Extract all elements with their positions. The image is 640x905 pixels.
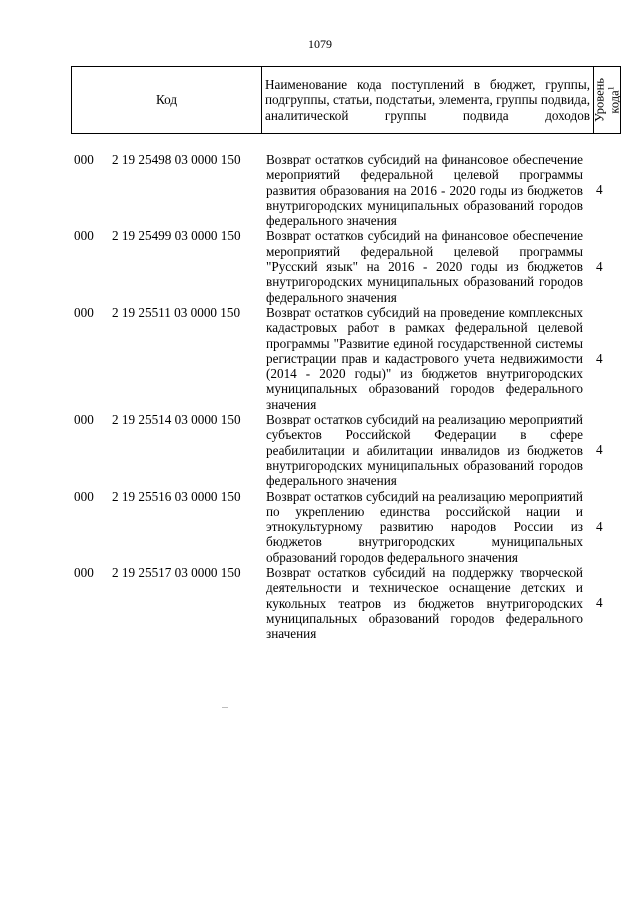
row-budget-code: 2 19 25499 03 0000 150 bbox=[112, 228, 241, 244]
row-name: Возврат остатков субсидий на реализацию мероприятий субъектов Российской Федерации в сфере реабилитации и абилитации инвалидов из бюджетов внутригородских муниципальных образований городов федерального значения bbox=[266, 412, 583, 489]
row-level: 4 bbox=[596, 518, 603, 534]
row-budget-code: 2 19 25514 03 0000 150 bbox=[112, 412, 241, 428]
table-row bbox=[0, 489, 640, 565]
row-gov-code: 000 bbox=[74, 304, 94, 320]
header-level-rotated bbox=[593, 78, 620, 122]
table-row bbox=[0, 228, 640, 304]
table-row bbox=[0, 305, 640, 412]
header-name-last: доходов bbox=[545, 107, 591, 123]
row-budget-code: 2 19 25516 03 0000 150 bbox=[112, 488, 241, 504]
row-gov-code: 000 bbox=[74, 412, 94, 428]
header-level-line1: Уровень bbox=[592, 77, 607, 123]
header-level-footnote: 1 bbox=[606, 86, 616, 91]
header-name-text: Наименование кода поступлений в бюджет, группы, подгруппы, статьи, подстатьи, элемента, группы подвида, аналитической группы подвида bbox=[265, 76, 590, 123]
header-level-line2: кода bbox=[607, 90, 622, 114]
row-level: 4 bbox=[596, 182, 603, 198]
row-name: Возврат остатков субсидий на финансовое обеспечение мероприятий федеральной целевой программы "Русский язык" на 2016 - 2020 годы из бюджетов внутригородских муниципальных образований городов федерального значения bbox=[266, 228, 583, 305]
row-gov-code: 000 bbox=[74, 565, 94, 581]
header-name bbox=[262, 67, 594, 134]
header-code: Код bbox=[72, 67, 262, 134]
scan-speck bbox=[222, 707, 228, 708]
row-gov-code: 000 bbox=[74, 152, 94, 167]
row-level: 4 bbox=[596, 350, 603, 366]
row-budget-code: 2 19 25517 03 0000 150 bbox=[112, 565, 241, 581]
row-name: Возврат остатков субсидий на проведение комплексных кадастровых работ в рамках федеральной целевой программы "Развитие единой государственной системы регистрации прав и кадастрового учета недвижимости (2014 - 2020 годы)" из бюджетов внутригородских муниципальных образований городов федерального значения bbox=[266, 304, 583, 412]
table-row bbox=[0, 152, 640, 228]
row-name: Возврат остатков субсидий на реализацию мероприятий по укреплению единства российской нации и этнокультурному развитию народов России из бюджетов внутригородских муниципальных образований городов федерального значения bbox=[266, 488, 583, 565]
page-number: 1079 bbox=[308, 37, 332, 51]
table-header bbox=[71, 66, 621, 134]
row-name: Возврат остатков субсидий на финансовое обеспечение мероприятий федеральной целевой программы развития образования на 2016 - 2020 годы из бюджетов внутригородских муниципальных образований городов федерального значения bbox=[266, 152, 583, 229]
row-gov-code: 000 bbox=[74, 488, 94, 504]
row-name: Возврат остатков субсидий на поддержку творческой деятельности и техническое оснащение детских и кукольных театров из бюджетов внутригородских муниципальных образований городов федерального значения bbox=[266, 565, 583, 642]
row-level: 4 bbox=[596, 595, 603, 611]
row-level: 4 bbox=[596, 258, 603, 274]
row-budget-code: 2 19 25511 03 0000 150 bbox=[112, 304, 241, 320]
header-level bbox=[594, 67, 621, 134]
row-budget-code: 2 19 25498 03 0000 150 bbox=[112, 152, 241, 167]
table-row bbox=[0, 412, 640, 488]
row-level: 4 bbox=[596, 442, 603, 458]
row-gov-code: 000 bbox=[74, 228, 94, 244]
table-body bbox=[0, 152, 640, 642]
table-row bbox=[0, 565, 640, 641]
